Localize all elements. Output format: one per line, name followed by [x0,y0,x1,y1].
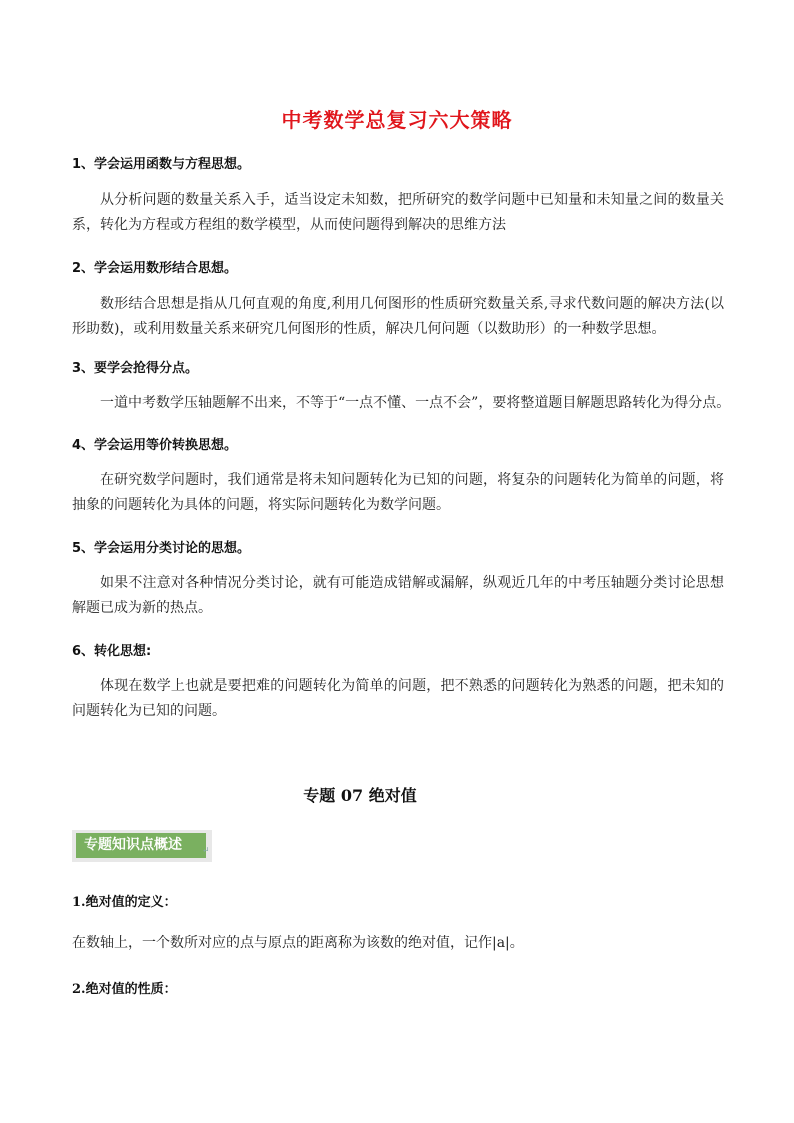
section-paragraph-3: 一道中考数学压轴题解不出来，不等于“一点不懂、一点不会”，要将整道题目解题思路转化为得分点。 [100,395,731,411]
definition-text: 在数轴上，一个数所对应的点与原点的距离称为该数的绝对值，记作|a|。 [72,935,524,951]
property-heading: 2.绝对值的性质： [72,982,177,997]
section-paragraph-5: 如果不注意对各种情况分类讨论，就有可能造成错解或漏解，纵观近几年的中考压轴题分类讨论思想解题已成为新的热点。 [72,575,724,616]
section-paragraph-6: 体现在数学上也就是要把难的问题转化为简单的问题，把不熟悉的问题转化为熟悉的问题，把未知的问题转化为已知的问题。 [72,678,724,719]
topic-badge [72,830,212,862]
section-heading-6: 6、转化思想: [72,644,152,659]
section-heading-2: 2、学会运用数形结合思想。 [72,261,238,276]
section-paragraph-2: 数形结合思想是指从几何直观的角度,利用几何图形的性质研究数量关系,寻求代数问题的解决方法(以形助数)，或利用数量关系来研究几何图形的性质，解决几何问题（以数助形）的一种数学思想。 [72,296,724,337]
topic-title: 专题 07 绝对值 [303,786,417,805]
section-paragraph-1: 从分析问题的数量关系入手，适当设定未知数，把所研究的数学问题中已知量和未知量之间的数量关系，转化为方程或方程组的数学模型，从而使问题得到解决的思维方法 [72,192,724,233]
section-heading-1: 1、学会运用函数与方程思想。 [72,157,251,172]
section-paragraph-4: 在研究数学问题时，我们通常是将未知问题转化为已知的问题，将复杂的问题转化为简单的问题，将抽象的问题转化为具体的问题，将实际问题转化为数学问题。 [72,472,724,513]
section-heading-3: 3、要学会抢得分点。 [72,361,199,376]
section-heading-5: 5、学会运用分类讨论的思想。 [72,541,251,556]
paragraph-mark: ↵ [202,846,210,856]
definition-heading: 1.绝对值的定义： [72,895,177,910]
topic-badge-label: 专题知识点概述 [76,833,206,858]
section-heading-4: 4、学会运用等价转换思想。 [72,438,238,453]
page-title: 中考数学总复习六大策略 [281,108,513,132]
